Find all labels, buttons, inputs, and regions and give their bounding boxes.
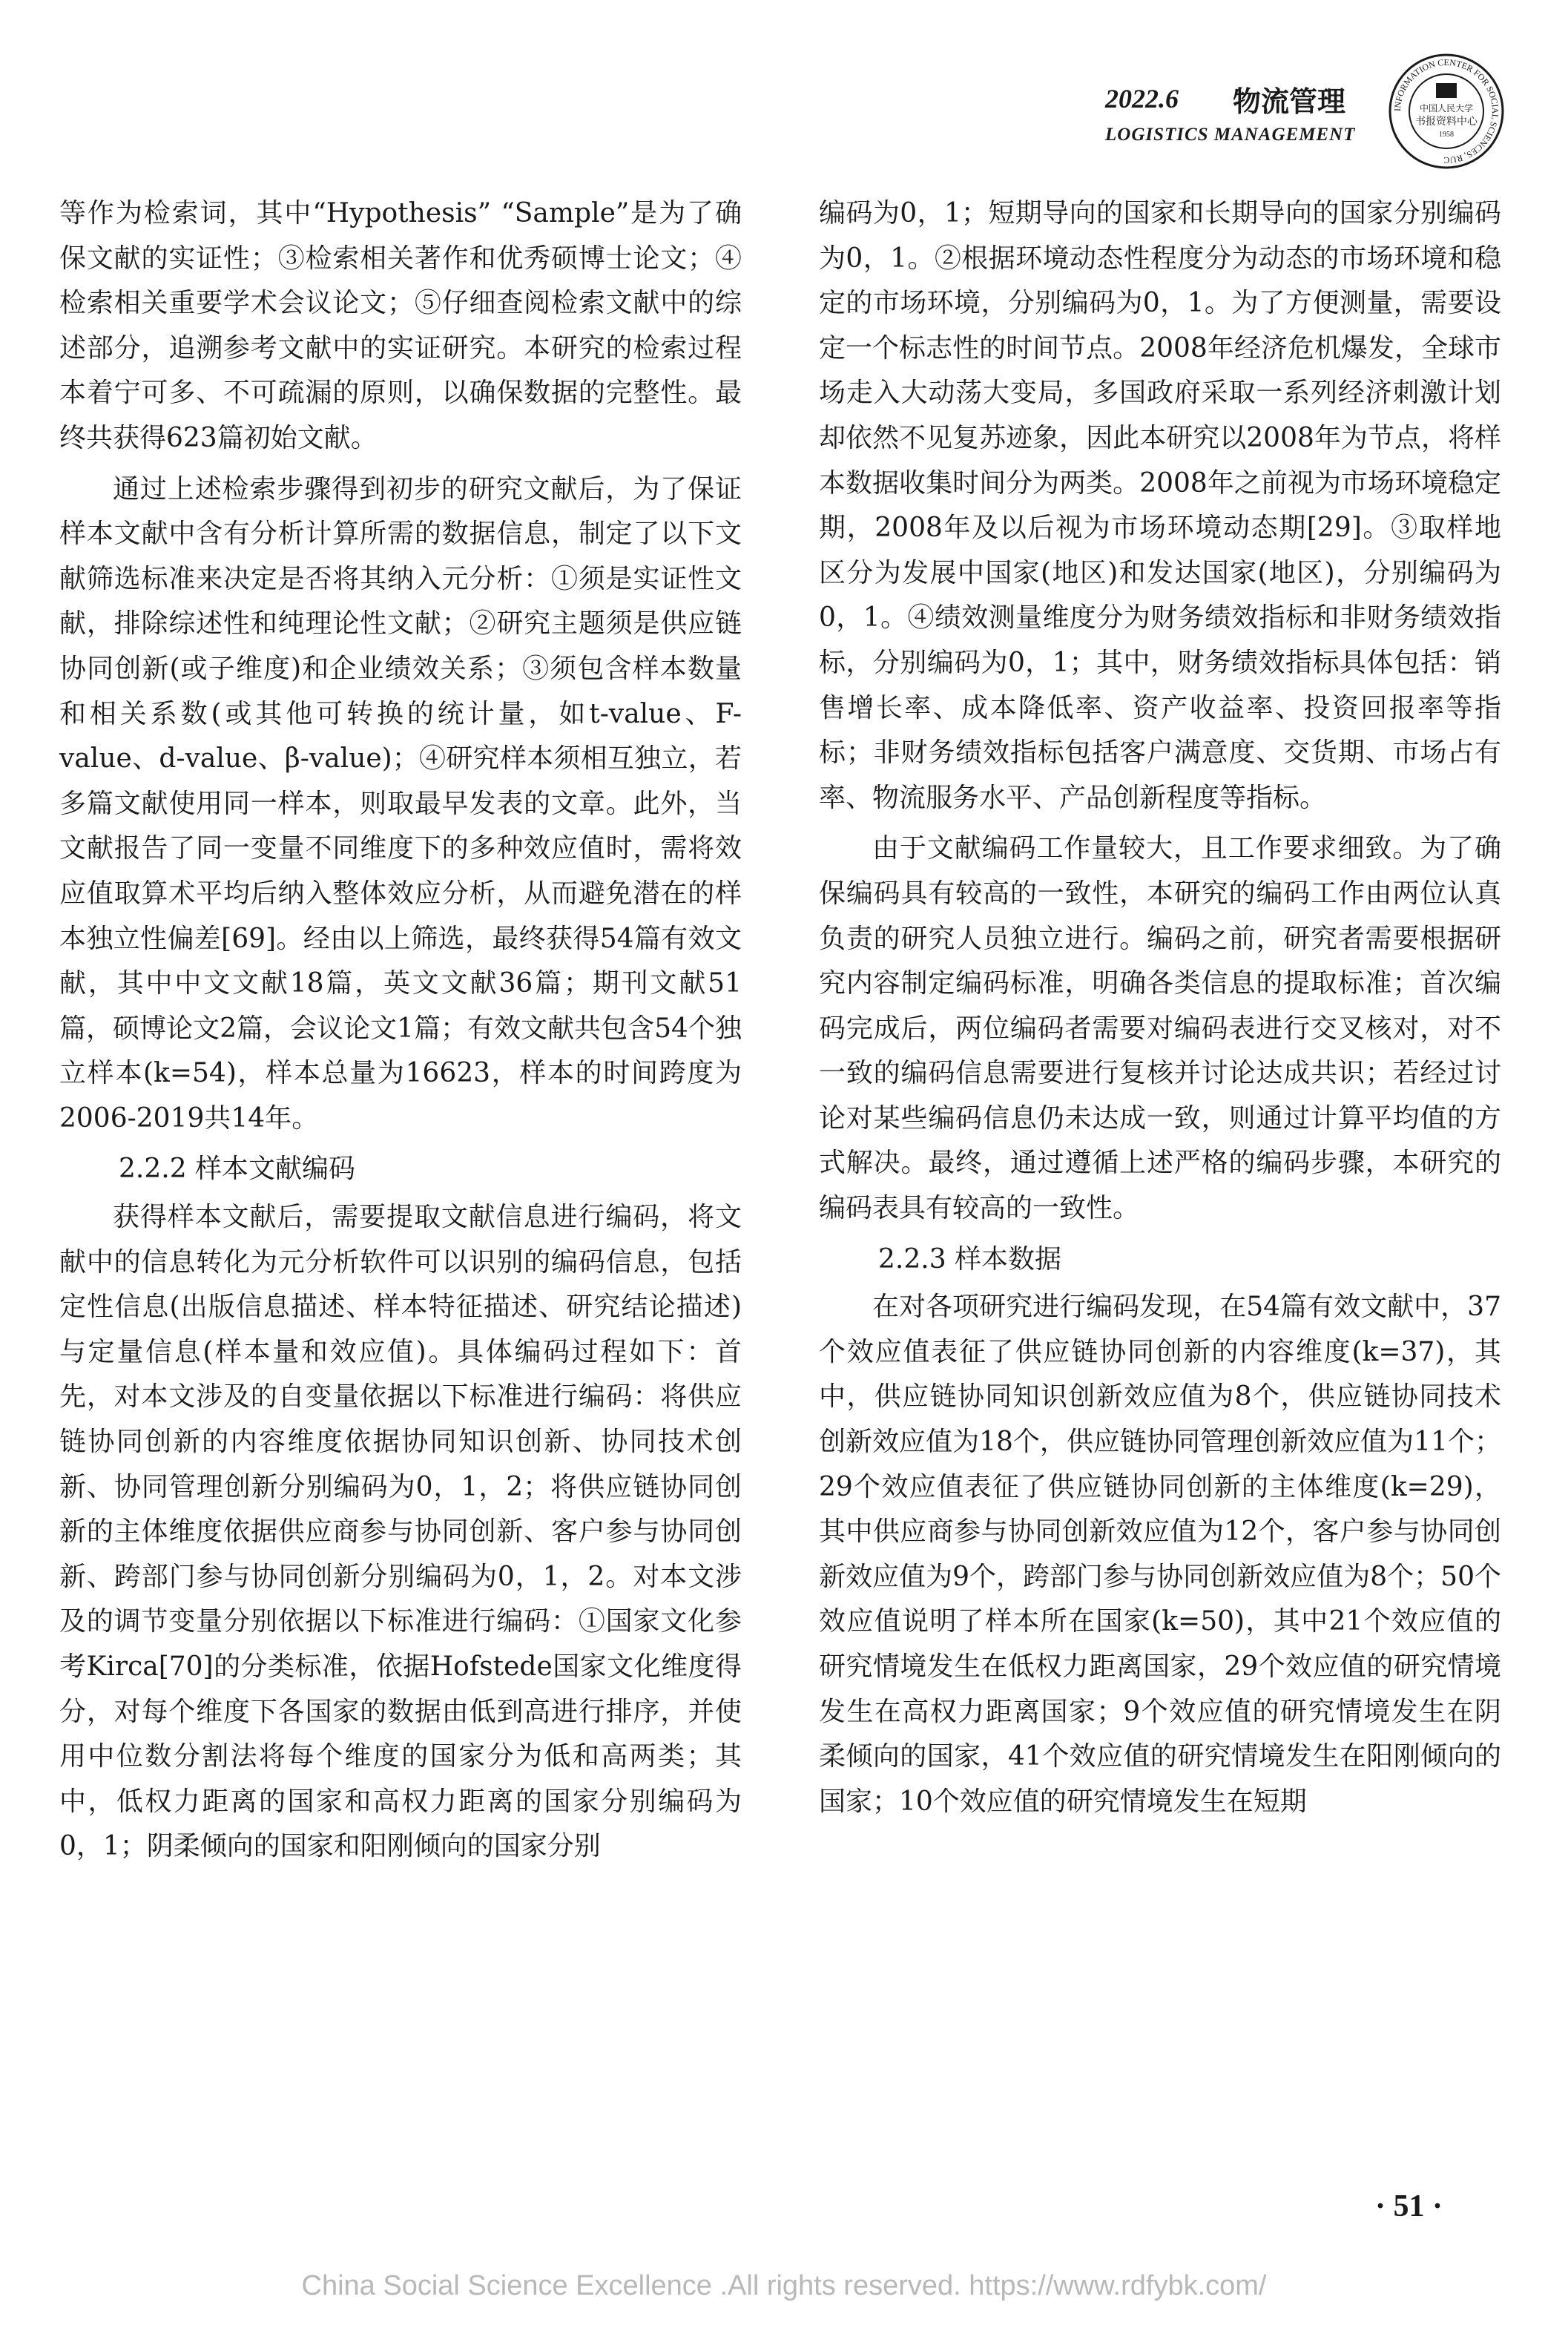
journal-title-cn: 物流管理 <box>1233 85 1346 118</box>
paragraph: 通过上述检索步骤得到初步的研究文献后，为了保证样本文献中含有分析计算所需的数据信息，制定了以下文献筛选标准来决定是否将其纳入元分析：①须是实证性文献，排除综述性和纯理论性文献；②研究主题须是供应链协同创新(或子维度)和企业绩效关系；③须包含样本数量和相关系数(或其他可转换的统计量，如t-value、F-value、d-value、β-value)；④研究样本须相互独立，若多篇文献使用同一样本，则取最早发表的文章。此外，当文献报告了同一变量不同维度下的多种效应值时，需将效应值取算术平均后纳入整体效应分析，从而避免潜在的样本独立性偏差[69]。经由以上筛选，最终获得54篇有效文献，其中中文文献18篇，英文文献36篇；期刊文献51篇，硕博论文2篇，会议论文1篇；有效文献共包含54个独立样本(k=54)，样本总量为16623，样本的时间跨度为2006-2019共14年。 <box>59 473 742 1134</box>
paragraph: 在对各项研究进行编码发现，在54篇有效文献中，37个效应值表征了供应链协同创新的内容维度(k=37)，其中，供应链协同知识创新效应值为8个，供应链协同技术创新效应值为18个，供应链协同管理创新效应值为11个；29个效应值表征了供应链协同创新的主体维度(k=29)，其中供应商参与协同创新效应值为12个，客户参与协同创新效应值为9个，跨部门参与协同创新效应值为8个；50个效应值说明了样本所在国家(k=50)，其中21个效应值的研究情境发生在低权力距离国家，29个效应值的研究情境发生在高权力距离国家；9个效应值的研究情境发生在阴柔倾向的国家，41个效应值的研究情境发生在阳刚倾向的国家；10个效应值的研究情境发生在短期 <box>819 1292 1501 1817</box>
page-number: · 51 · <box>1375 2189 1443 2223</box>
left-column <box>59 191 742 1875</box>
running-header <box>1105 74 1372 156</box>
journal-title-en: LOGISTICS MANAGEMENT <box>1105 125 1356 145</box>
paragraph: 获得样本文献后，需要提取文献信息进行编码，将文献中的信息转化为元分析软件可以识别的编码信息，包括定性信息(出版信息描述、样本特征描述、研究结论描述)与定量信息(样本量和效应值)。具体编码过程如下：首先，对本文涉及的自变量依据以下标准进行编码：将供应链协同创新的内容维度依据协同知识创新、协同技术创新、协同管理创新分别编码为0，1，2；将供应链协同创新的主体维度依据供应商参与协同创新、客户参与协同创新、跨部门参与协同创新分别编码为0，1，2。对本文涉及的调节变量分别依据以下标准进行编码：①国家文化参考Kirca[70]的分类标准，依据Hofstede国家文化维度得分，对每个维度下各国家的数据由低到高进行排序，并使用中位数分割法将每个维度的国家分为低和高两类；其中，低权力距离的国家和高权力距离的国家分别编码为0，1；阴柔倾向的国家和阳刚倾向的国家分别 <box>59 1202 742 1862</box>
copyright-footer: China Social Science Excellence .All rights reserved. https://www.rdfybk.com/ <box>301 2270 1267 2301</box>
issue-number: 2022.6 <box>1105 84 1179 114</box>
right-column <box>819 191 1501 1830</box>
logo-building-icon <box>1436 83 1457 98</box>
section-heading: 2.2.2 样本文献编码 <box>119 1154 356 1185</box>
publisher-seal-logo <box>1387 52 1506 171</box>
logo-name-cn: 中国人民大学 <box>1419 103 1474 114</box>
paragraph: 由于文献编码工作量较大，且工作要求细致。为了确保编码具有较高的一致性，本研究的编码工作由两位认真负责的研究人员独立进行。编码之前，研究者需要根据研究内容制定编码标准，明确各类信息的提取标准；首次编码完成后，两位编码者需要对编码表进行交叉核对，对不一致的编码信息需要进行复核并讨论达成共识；若经过讨论对某些编码信息仍未达成一致，则通过计算平均值的方式解决。最终，通过遵循上述严格的编码步骤，本研究的编码表具有较高的一致性。 <box>819 833 1501 1224</box>
logo-year: 1958 <box>1439 131 1454 139</box>
paragraph: 编码为0，1；短期导向的国家和长期导向的国家分别编码为0，1。②根据环境动态性程度分为动态的市场环境和稳定的市场环境，分别编码为0，1。为了方便测量，需要设定一个标志性的时间节点。2008年经济危机爆发，全球市场走入大动荡大变局，多国政府采取一系列经济刺激计划却依然不见复苏迹象，因此本研究以2008年为节点，将样本数据收集时间分为两类。2008年之前视为市场环境稳定期，2008年及以后视为市场环境动态期[29]。③取样地区分为发展中国家(地区)和发达国家(地区)，分别编码为0，1。④绩效测量维度分为财务绩效指标和非财务绩效指标，分别编码为0，1；其中，财务绩效指标具体包括：销售增长率、成本降低率、资产收益率、投资回报率等指标；非财务绩效指标包括客户满意度、交货期、市场占有率、物流服务水平、产品创新程度等指标。 <box>819 198 1501 813</box>
paragraph: 等作为检索词，其中“Hypothesis” “Sample”是为了确保文献的实证性；③检索相关著作和优秀硕博士论文；④检索相关重要学术会议论文；⑤仔细查阅检索文献中的综述部分，追溯参考文献中的实证研究。本研究的检索过程本着宁可多、不可疏漏的原则，以确保数据的完整性。最终共获得623篇初始文献。 <box>59 198 742 453</box>
section-heading: 2.2.3 样本数据 <box>878 1243 1062 1275</box>
logo-sub-cn: 书报资料中心 <box>1415 116 1478 128</box>
logo-ring-text: INFORMATION CENTER FOR SOCIAL SCIENCES, RUC <box>1391 56 1501 166</box>
